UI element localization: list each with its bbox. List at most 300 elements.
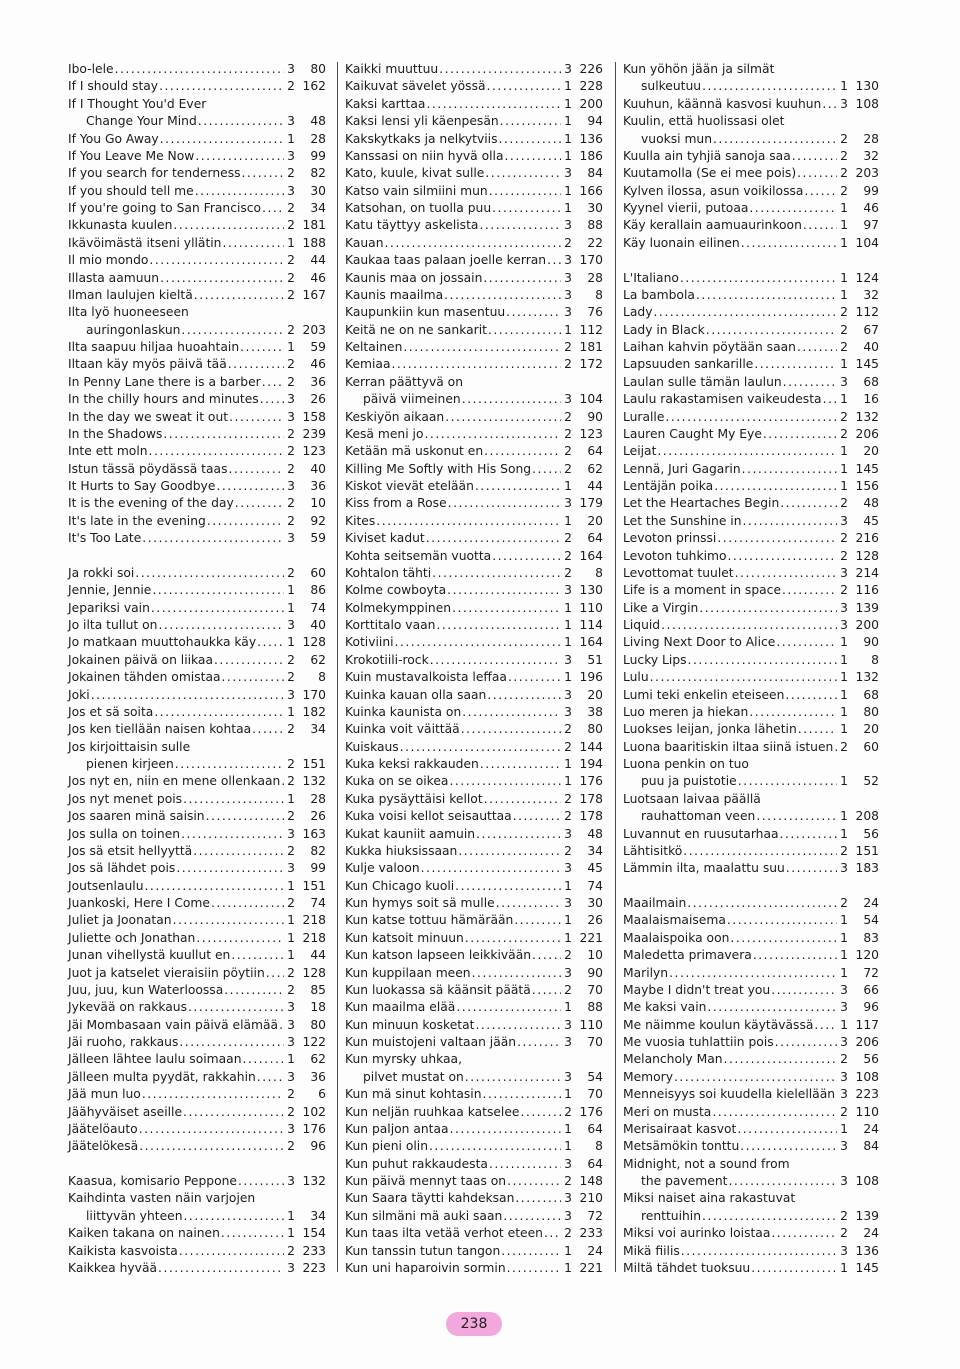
index-entry — [345, 1069, 603, 1086]
volume-number: 1 — [840, 218, 848, 233]
page-reference: 233 — [302, 1243, 326, 1258]
song-title: Kun Saara täytti kahdeksan — [345, 1191, 515, 1206]
page-reference: 117 — [855, 1017, 879, 1032]
dot-leader — [456, 999, 561, 1016]
dot-leader — [149, 443, 284, 460]
page-reference: 72 — [587, 1208, 603, 1223]
volume-number: 1 — [564, 618, 572, 632]
page-number-badge: 238 — [446, 1312, 502, 1336]
volume-number: 2 — [840, 843, 848, 858]
page-reference: 80 — [310, 62, 326, 76]
page-reference: 176 — [302, 1121, 326, 1136]
dot-leader — [724, 1051, 837, 1068]
index-entry — [68, 895, 326, 912]
dot-leader — [160, 270, 284, 287]
page-reference: 164 — [579, 548, 603, 563]
song-title: Kolmekymppinen — [345, 600, 452, 615]
song-title: It Hurts to Say Goodbye — [68, 479, 216, 493]
page-reference: 178 — [579, 791, 603, 806]
index-entry — [345, 912, 603, 929]
page-reference: 90 — [587, 409, 603, 424]
index-entry-title-line: Miksi naiset aina rakastuvat — [623, 1191, 796, 1206]
index-entry — [345, 304, 603, 321]
song-title: Kakskytkaks ja nelkytviis — [345, 131, 498, 146]
song-title: Lady in Black — [623, 322, 705, 337]
song-title: Jennie, Jennie — [68, 583, 152, 598]
song-title: Kuka keksi rakkauden — [345, 757, 479, 771]
volume-number: 2 — [840, 409, 848, 424]
song-title: Kiskot vievät etelään — [345, 479, 474, 493]
index-entry — [68, 183, 326, 200]
index-entry — [68, 912, 326, 929]
index-entry — [68, 687, 326, 704]
dot-leader — [216, 478, 284, 495]
song-title: If you're going to San Francisco — [68, 201, 262, 215]
volume-number: 2 — [287, 79, 295, 94]
dot-leader — [749, 200, 837, 217]
song-title: Kun uni haparoivin sormin — [345, 1260, 506, 1275]
song-title: Kesä meni jo — [345, 426, 424, 441]
page-reference: 26 — [310, 809, 326, 824]
song-title: Jälleen multa pyydät, rakkahin — [68, 1069, 256, 1084]
dot-leader — [139, 1138, 284, 1155]
song-title: Joki — [68, 687, 90, 702]
song-title: Luralle — [623, 409, 665, 424]
dot-leader — [145, 878, 285, 895]
index-entry — [623, 669, 879, 686]
song-title: It is the evening of the day — [68, 496, 234, 511]
volume-number: 3 — [840, 374, 848, 389]
dot-leader — [159, 78, 284, 95]
song-title: Käy luonain eilinen — [623, 235, 740, 250]
page-reference: 176 — [579, 1104, 603, 1119]
song-title: Jos saaren minä saisin — [68, 809, 205, 824]
song-title: Miltä tähdet tuoksuu — [623, 1260, 751, 1275]
dot-leader — [391, 356, 561, 373]
page-reference: 128 — [855, 548, 879, 563]
index-entry — [345, 982, 603, 999]
page-reference: 223 — [855, 1087, 879, 1102]
volume-number: 2 — [840, 166, 848, 181]
volume-number: 3 — [287, 1174, 295, 1188]
song-title: Menneisyys soi kuudella kielellään — [623, 1087, 836, 1102]
dot-leader — [680, 270, 837, 287]
index-entry — [345, 930, 603, 947]
index-entry — [623, 652, 879, 669]
dot-leader — [687, 895, 837, 912]
page-reference: 36 — [310, 374, 326, 389]
dot-leader — [547, 252, 561, 269]
index-entry — [68, 600, 326, 617]
song-title: Jepariksi vain — [68, 600, 150, 615]
index-entry — [623, 1086, 879, 1103]
dot-leader — [465, 930, 561, 947]
index-entry — [345, 669, 603, 686]
dot-leader — [775, 1034, 837, 1051]
index-entry — [345, 1034, 603, 1051]
index-entry-title-line: Jos kirjoittaisin sulle — [68, 739, 191, 754]
index-entry-title-line: Ilta lyö huoneeseen — [68, 305, 189, 320]
song-title: Juu, juu, kun Waterloossa — [68, 982, 224, 997]
dot-leader — [430, 652, 561, 669]
volume-number: 3 — [287, 1260, 295, 1275]
dot-leader — [211, 895, 284, 912]
index-entry — [345, 530, 603, 547]
song-title: Kun silmäni mä auki saan — [345, 1208, 503, 1223]
page-reference: 183 — [855, 861, 879, 876]
song-title: Maledetta primavera — [623, 948, 752, 963]
volume-number: 1 — [564, 322, 572, 337]
page-reference: 132 — [855, 409, 879, 424]
dot-leader — [160, 131, 284, 148]
index-entry — [68, 773, 326, 790]
volume-number: 1 — [840, 652, 848, 667]
volume-number: 1 — [287, 791, 295, 806]
page-reference: 40 — [863, 340, 879, 354]
index-entry — [68, 704, 326, 721]
index-entry — [345, 287, 603, 304]
volume-number: 2 — [287, 757, 295, 771]
page-reference: 218 — [302, 913, 326, 928]
dot-leader — [426, 96, 561, 113]
index-entry — [345, 791, 603, 808]
dot-leader — [503, 1208, 561, 1225]
volume-number: 2 — [287, 496, 295, 511]
dot-leader — [785, 687, 837, 704]
index-entry — [345, 1243, 603, 1260]
volume-number: 1 — [287, 1226, 295, 1241]
page-reference: 92 — [310, 513, 326, 528]
volume-number: 3 — [564, 1156, 572, 1171]
index-entry — [68, 443, 326, 460]
index-entry — [68, 287, 326, 304]
dot-leader — [158, 1260, 284, 1277]
dot-leader — [184, 1208, 284, 1225]
volume-number: 3 — [840, 1087, 848, 1102]
index-entry — [623, 565, 879, 582]
page-reference: 60 — [863, 739, 879, 754]
index-entry-title-line: Kun yöhön jään ja silmät — [623, 62, 775, 76]
song-title: Jäähyväiset aseille — [68, 1104, 183, 1119]
page-reference: 8 — [595, 1139, 603, 1154]
page-reference: 82 — [310, 166, 326, 181]
index-entry — [345, 808, 603, 825]
volume-number: 1 — [564, 513, 572, 528]
song-title: Kaiken takana on nainen — [68, 1226, 220, 1241]
volume-number: 3 — [564, 826, 572, 841]
volume-number: 3 — [287, 531, 295, 546]
index-entry — [345, 756, 603, 773]
song-title: Jokainen päivä on liikaa — [68, 652, 213, 667]
dot-leader — [488, 322, 561, 339]
volume-number: 3 — [564, 287, 572, 302]
song-title: Me kaksi vain — [623, 1000, 707, 1015]
volume-number: 1 — [564, 670, 572, 685]
volume-number: 1 — [840, 826, 848, 841]
volume-number: 3 — [564, 1017, 572, 1032]
volume-number: 1 — [840, 444, 848, 459]
page-reference: 112 — [855, 305, 879, 320]
index-entry — [623, 912, 879, 929]
index-entry-title-line: Kaihdinta vasten näin varjojen — [68, 1191, 256, 1206]
index-entry — [345, 1121, 603, 1138]
song-title: Ilman laulujen kieltä — [68, 287, 193, 302]
page-reference: 172 — [579, 357, 603, 372]
volume-number: 3 — [287, 861, 295, 876]
index-entry — [623, 982, 879, 999]
volume-number: 2 — [287, 1104, 295, 1119]
song-title: Laihan kahvin pöytään saan — [623, 340, 796, 354]
page-reference: 104 — [855, 235, 879, 250]
index-entry — [345, 1208, 603, 1225]
page-reference: 34 — [310, 201, 326, 215]
index-entry — [68, 565, 326, 582]
page-reference: 48 — [863, 496, 879, 511]
dot-leader — [439, 61, 561, 78]
song-title: Kaikkea hyvää — [68, 1260, 158, 1275]
index-entry — [345, 96, 603, 113]
dot-leader — [429, 1138, 561, 1155]
song-title: In Penny Lane there is a barber — [68, 374, 261, 389]
dot-leader — [515, 1190, 561, 1207]
volume-number: 2 — [564, 235, 572, 250]
volume-number: 1 — [564, 1243, 572, 1258]
volume-number: 2 — [564, 1226, 572, 1241]
volume-number: 3 — [564, 687, 572, 702]
song-title: It's late in the evening — [68, 513, 206, 528]
index-entry — [68, 669, 326, 686]
volume-number: 1 — [287, 1052, 295, 1067]
page-reference: 97 — [863, 218, 879, 233]
volume-number: 3 — [564, 583, 572, 598]
section-gap — [623, 252, 879, 269]
song-title: L'Italiano — [623, 270, 679, 285]
index-entry-title-line: Kuulin, että huolissasi olet — [623, 114, 785, 129]
page-reference: 136 — [855, 1243, 879, 1258]
index-entry — [68, 1086, 326, 1103]
song-title: Jo ilta tullut on — [68, 618, 158, 632]
page-reference: 8 — [595, 565, 603, 580]
dot-leader — [742, 461, 837, 478]
volume-number: 1 — [840, 392, 848, 407]
song-title: Kun katsoit minuun — [345, 930, 464, 945]
page-reference: 124 — [855, 270, 879, 285]
page-reference: 163 — [302, 826, 326, 841]
index-entry — [345, 426, 603, 443]
page-reference: 52 — [863, 774, 879, 789]
dot-leader — [462, 704, 561, 721]
song-title: Levoton tuhkimo — [623, 548, 727, 563]
index-entry — [345, 513, 603, 530]
index-entry — [68, 1225, 326, 1242]
index-entry — [623, 965, 879, 982]
dot-leader — [482, 1086, 561, 1103]
song-title: Kyynel vierii, putoaa — [623, 201, 749, 215]
index-entry — [623, 183, 879, 200]
dot-leader — [193, 843, 284, 860]
dot-leader — [154, 704, 284, 721]
volume-number: 1 — [840, 704, 848, 719]
page-reference: 68 — [863, 374, 879, 389]
index-entry — [345, 165, 603, 182]
dot-leader — [188, 999, 284, 1016]
index-entry — [68, 582, 326, 599]
index-entry — [68, 148, 326, 165]
dot-leader — [452, 600, 561, 617]
dot-leader — [780, 826, 837, 843]
page-reference: 70 — [587, 1035, 603, 1049]
index-entry — [68, 634, 326, 651]
volume-number: 2 — [564, 1104, 572, 1119]
index-entry — [68, 165, 326, 182]
song-title: Käy kerallain aamuaurinkoon — [623, 218, 802, 233]
page-reference: 80 — [587, 722, 603, 737]
dot-leader — [142, 530, 284, 547]
index-entry — [623, 1243, 879, 1260]
page-reference: 214 — [855, 565, 879, 580]
dot-leader — [532, 947, 561, 964]
song-title: Kun pieni olin — [345, 1139, 429, 1154]
page-reference: 181 — [302, 218, 326, 233]
volume-number: 3 — [840, 513, 848, 528]
index-entry — [345, 600, 603, 617]
page-reference: 203 — [855, 166, 879, 181]
index-entry — [345, 339, 603, 356]
song-title: Kemiaa — [345, 357, 391, 372]
dot-leader — [520, 1104, 561, 1121]
dot-leader — [480, 756, 561, 773]
page-reference: 239 — [302, 426, 326, 441]
section-gap — [623, 878, 879, 895]
dot-leader — [489, 1156, 561, 1173]
page-reference: 96 — [310, 1139, 326, 1154]
index-entry — [623, 461, 879, 478]
page-reference: 154 — [302, 1226, 326, 1241]
dot-leader — [421, 860, 561, 877]
dot-leader — [661, 617, 837, 634]
dot-leader — [279, 1017, 284, 1034]
page-reference: 64 — [587, 1156, 603, 1171]
dot-leader — [151, 600, 284, 617]
song-title: Kun katse tottuu hämärään — [345, 913, 514, 928]
dot-leader — [432, 565, 561, 582]
index-entry — [623, 391, 879, 408]
page-reference: 158 — [302, 409, 326, 424]
song-title: Ilta saapuu hiljaa huoahtain — [68, 340, 240, 354]
dot-leader — [91, 687, 284, 704]
volume-number: 1 — [564, 913, 572, 928]
page-reference: 132 — [302, 1174, 326, 1188]
dot-leader — [262, 200, 284, 217]
page-reference: 28 — [310, 131, 326, 146]
dot-leader — [376, 513, 561, 530]
volume-number: 1 — [287, 930, 295, 945]
dot-leader — [448, 495, 561, 512]
dot-leader — [499, 131, 561, 148]
song-title: vuoksi mun — [641, 131, 713, 146]
index-entry — [623, 843, 879, 860]
page-reference: 67 — [863, 322, 879, 337]
index-entry — [345, 704, 603, 721]
song-title: Kuulla ain tyhjiä sanoja saa — [623, 148, 791, 163]
dot-leader — [173, 217, 284, 234]
dot-leader — [158, 617, 284, 634]
index-entry — [623, 409, 879, 426]
song-title: Kuinka voit väittää — [345, 722, 460, 737]
index-entry — [68, 652, 326, 669]
volume-number: 1 — [564, 96, 572, 111]
dot-leader — [484, 791, 561, 808]
song-title: Kun päivä mennyt taas on — [345, 1174, 507, 1188]
song-title: Jäätelökesä — [68, 1139, 139, 1154]
page-reference: 46 — [310, 357, 326, 372]
volume-number: 1 — [564, 757, 572, 771]
volume-number: 3 — [564, 496, 572, 511]
page-reference: 62 — [310, 1052, 326, 1067]
page-reference: 83 — [863, 930, 879, 945]
page-reference: 40 — [310, 461, 326, 476]
song-title: Kun katson lapseen leikkivään — [345, 948, 532, 963]
index-entry — [345, 356, 603, 373]
page-reference: 70 — [587, 1087, 603, 1102]
volume-number: 2 — [564, 791, 572, 806]
song-title: Let the Sunshine in — [623, 513, 742, 528]
song-title: Metsämökin tonttu — [623, 1139, 740, 1154]
page-reference: 24 — [863, 896, 879, 910]
song-title: Illasta aamuun — [68, 270, 160, 285]
volume-number: 3 — [840, 1139, 848, 1154]
dot-leader — [173, 912, 284, 929]
dot-leader — [462, 391, 561, 408]
volume-number: 1 — [564, 1121, 572, 1136]
page-reference: 74 — [310, 896, 326, 910]
song-title: Maalaismaisema — [623, 913, 726, 928]
page-reference: 164 — [579, 635, 603, 650]
page-reference: 108 — [855, 1069, 879, 1084]
index-entry — [623, 617, 879, 634]
song-title: Jos nyt menet pois — [68, 791, 183, 806]
volume-number: 3 — [840, 1243, 848, 1258]
song-title: Katu täyttyy askelista — [345, 218, 479, 233]
page-reference: 54 — [863, 913, 879, 928]
volume-number: 1 — [564, 600, 572, 615]
volume-number: 1 — [564, 479, 572, 493]
dot-leader — [756, 808, 837, 825]
index-entry — [68, 217, 326, 234]
page-reference: 139 — [855, 1208, 879, 1223]
song-title: Joutsenlaulu — [68, 878, 144, 893]
page-reference: 216 — [855, 531, 879, 546]
song-title: Kylven ilossa, asun voikilossa — [623, 183, 804, 198]
page-reference: 151 — [302, 878, 326, 893]
page-reference: 128 — [302, 635, 326, 650]
volume-number: 1 — [287, 913, 295, 928]
song-title: Kolme cowboyta — [345, 583, 447, 598]
dot-leader — [163, 426, 284, 443]
volume-number: 3 — [840, 96, 848, 111]
song-title: Kun kuppilaan meen — [345, 965, 471, 980]
page-reference: 76 — [587, 305, 603, 320]
dot-leader — [738, 773, 837, 790]
volume-number: 1 — [840, 1260, 848, 1275]
dot-leader — [455, 878, 561, 895]
song-title: Kohta seitsemän vuotta — [345, 548, 492, 563]
page-reference: 132 — [302, 774, 326, 789]
song-title: Melancholy Man — [623, 1052, 723, 1067]
index-entry — [345, 652, 603, 669]
index-entry — [623, 947, 879, 964]
volume-number: 1 — [564, 183, 572, 198]
